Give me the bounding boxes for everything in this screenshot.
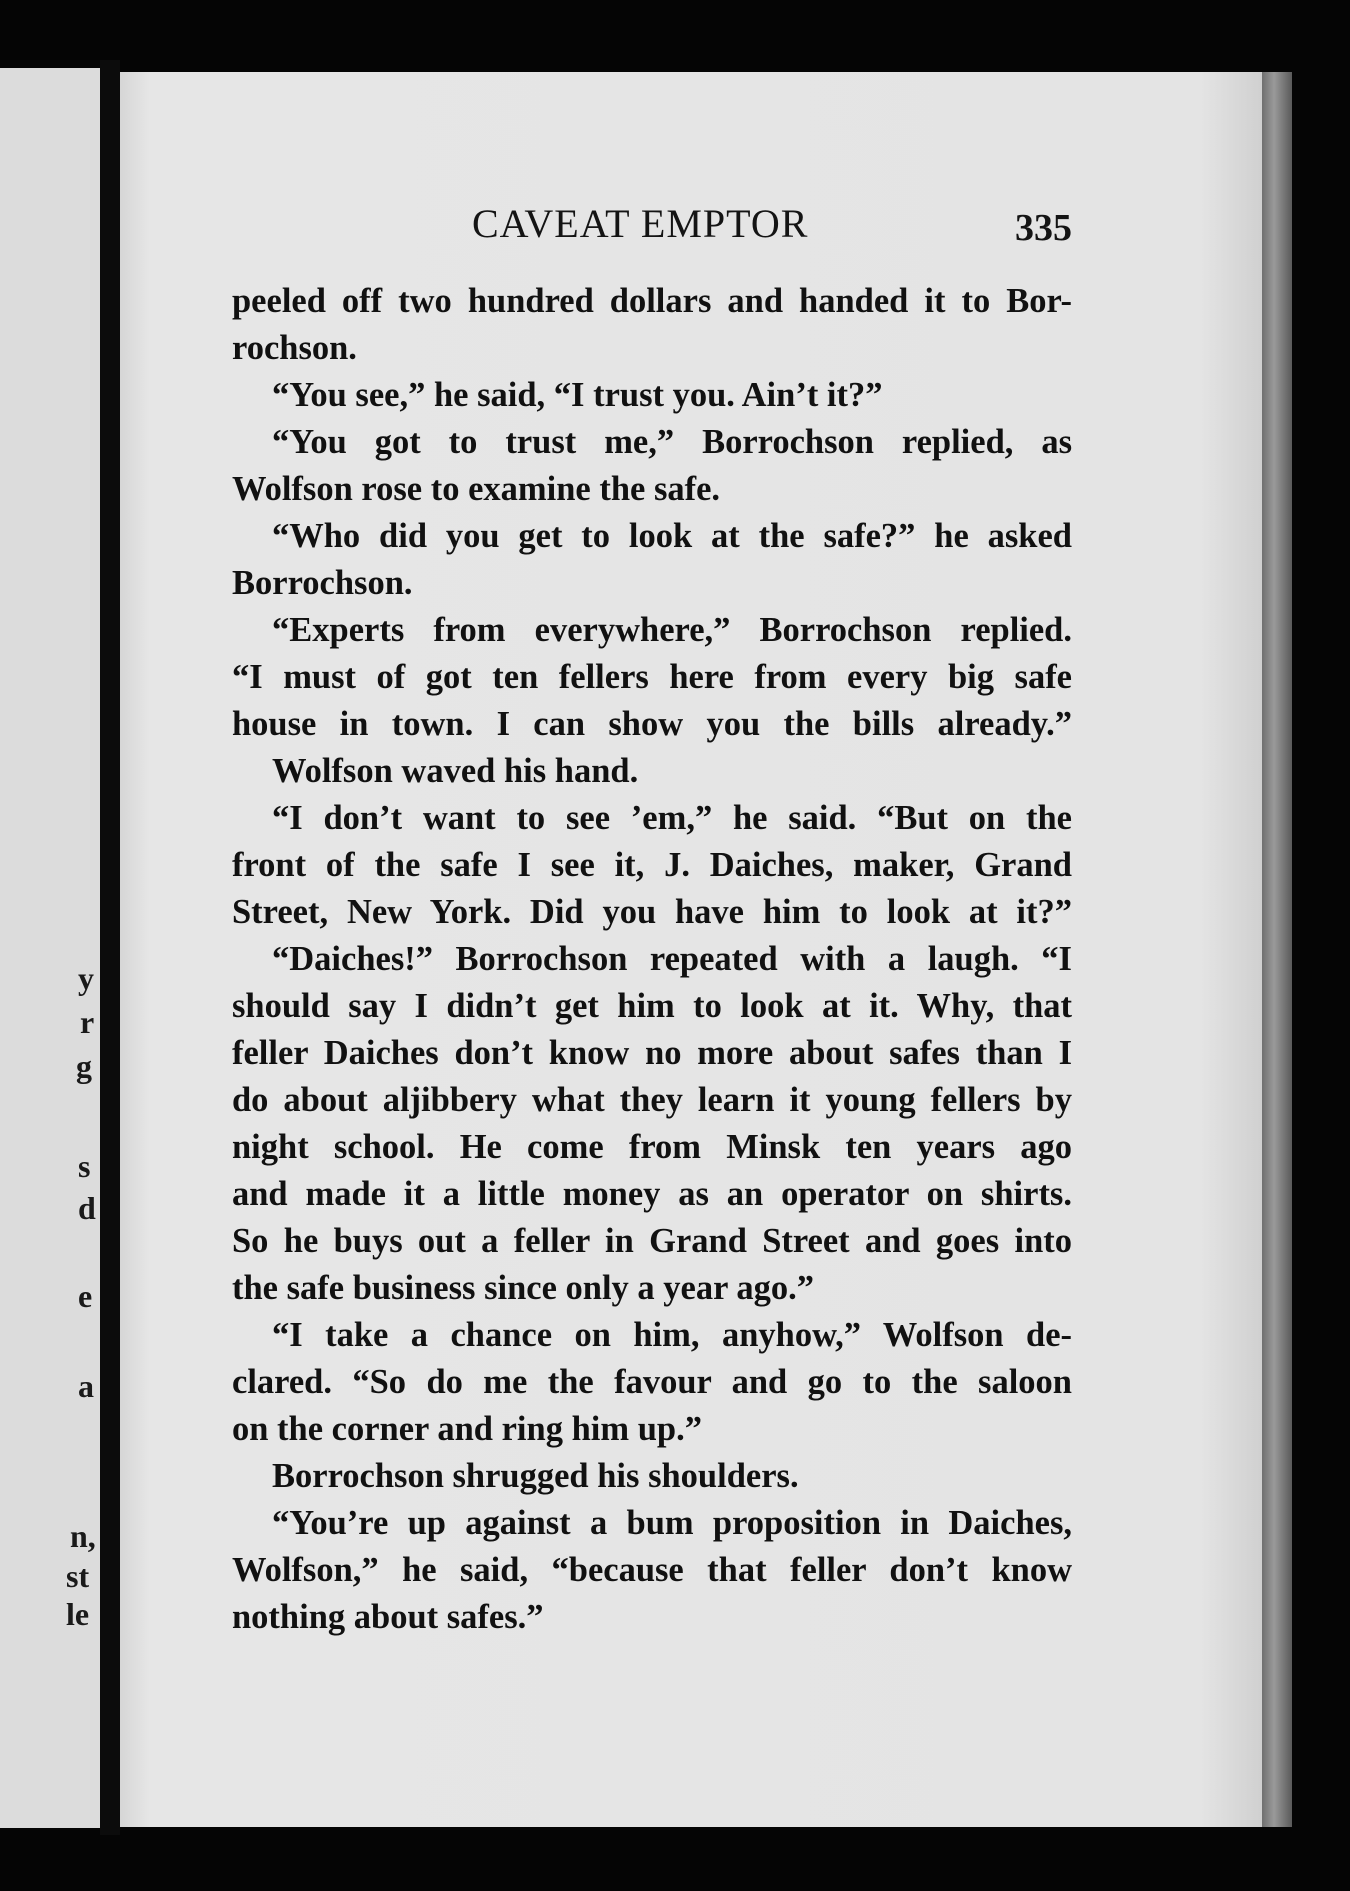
text-line: So he buys out a feller in Grand Street and goes into — [232, 1222, 1072, 1260]
left-page-fragment: s — [78, 1148, 91, 1184]
text-line: do about aljibbery what they learn it young fellers by — [232, 1081, 1072, 1119]
text-line: “I must of got ten fellers here from every big safe — [232, 658, 1072, 696]
text-line: nothing about safes.” — [232, 1598, 544, 1636]
page-number: 335 — [1015, 207, 1072, 249]
text-line: clared. “So do me the favour and go to the saloon — [232, 1363, 1072, 1401]
text-line: “Experts from everywhere,” Borrochson replied. — [272, 611, 1072, 649]
text-line: front of the safe I see it, J. Daiches, maker, Grand — [232, 846, 1072, 884]
left-page-fragment: a — [78, 1368, 94, 1404]
text-line: Wolfson waved his hand. — [272, 752, 639, 790]
text-line: peeled off two hundred dollars and handed it to Bor- — [232, 282, 1072, 320]
text-line: Borrochson. — [232, 564, 413, 602]
text-line: “I take a chance on him, anyhow,” Wolfson de- — [272, 1316, 1072, 1354]
running-title: CAVEAT EMPTOR — [472, 201, 809, 246]
text-line: rochson. — [232, 329, 357, 367]
text-line: Wolfson rose to examine the safe. — [232, 470, 721, 508]
book-gutter — [100, 60, 120, 1835]
text-line: on the corner and ring him up.” — [232, 1410, 702, 1448]
text-line: should say I didn’t get him to look at it. Why, that — [232, 987, 1072, 1025]
left-page-fragment: le — [66, 1596, 90, 1632]
left-page-fragment: g — [76, 1048, 92, 1084]
text-line: “You see,” he said, “I trust you. Ain’t it?” — [272, 376, 883, 414]
body-text — [232, 278, 1072, 1641]
text-line: “Who did you get to look at the safe?” he asked — [272, 517, 1072, 555]
page-stack-edge — [1262, 72, 1292, 1827]
left-page-fragment: n, — [70, 1518, 96, 1554]
text-line: house in town. I can show you the bills already.” — [232, 705, 1072, 743]
text-line: Wolfson,” he said, “because that feller don’t know — [232, 1551, 1072, 1589]
text-line: “You got to trust me,” Borrochson replied, as — [272, 423, 1072, 461]
running-head — [232, 200, 1072, 260]
text-line: night school. He come from Minsk ten years ago — [232, 1128, 1072, 1166]
left-page-fragment: e — [78, 1278, 93, 1314]
text-line: “I don’t want to see ’em,” he said. “But on the — [272, 799, 1072, 837]
text-line: “Daiches!” Borrochson repeated with a laugh. “I — [272, 940, 1072, 978]
left-page-fragment: d — [78, 1190, 96, 1226]
text-line: Borrochson shrugged his shoulders. — [272, 1457, 799, 1495]
text-line: “You’re up against a bum proposition in Daiches, — [272, 1504, 1072, 1542]
text-line: the safe business since only a year ago.” — [232, 1269, 815, 1307]
text-line: Street, New York. Did you have him to look at it?” — [232, 893, 1072, 931]
left-page-fragment: r — [80, 1004, 95, 1040]
left-page-fragment: y — [78, 960, 94, 996]
text-line: and made it a little money as an operator on shirts. — [232, 1175, 1072, 1213]
left-page-fragment: st — [66, 1558, 90, 1594]
previous-page-edge — [0, 68, 100, 1828]
text-line: feller Daiches don’t know no more about safes than I — [232, 1034, 1072, 1072]
